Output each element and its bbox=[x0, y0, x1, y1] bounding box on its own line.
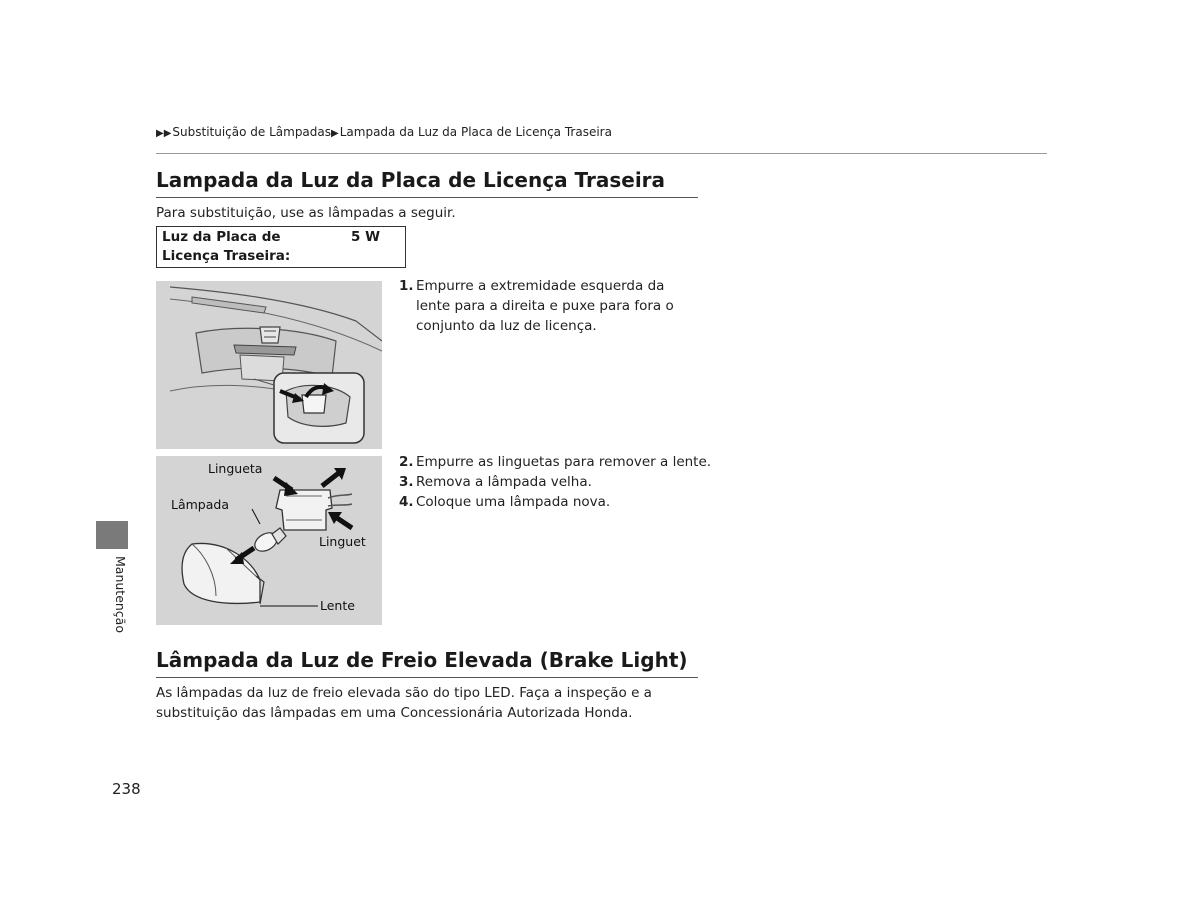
step-number: 3. bbox=[399, 474, 414, 490]
step-text: Remova a lâmpada velha. bbox=[416, 474, 592, 490]
spec-value: 5 W bbox=[351, 229, 380, 245]
step-number: 2. bbox=[399, 454, 414, 470]
step-text: Empurre a extremidade esquerda da lente para a direita e puxe para fora o conjunto da luz de licença. bbox=[416, 278, 674, 334]
step-text: Empurre as linguetas para remover a lente. bbox=[416, 454, 712, 470]
figure-bulb-replacement bbox=[156, 456, 382, 625]
step-number: 4. bbox=[399, 494, 414, 510]
section-intro: Para substituição, use as lâmpadas a seguir. bbox=[156, 205, 456, 221]
step-4 bbox=[399, 492, 719, 512]
section-title-license-light: Lampada da Luz da Placa de Licença Traseira bbox=[156, 168, 666, 192]
page-number: 238 bbox=[112, 780, 141, 798]
bulb-replacement-illustration bbox=[156, 456, 382, 625]
step-1 bbox=[399, 276, 699, 336]
spec-label: Luz da Placa de Licença Traseira: bbox=[162, 229, 291, 264]
figure-license-light-removal bbox=[156, 281, 382, 449]
section-title-underline bbox=[156, 677, 698, 678]
license-light-illustration bbox=[156, 281, 382, 449]
breadcrumb-part-2[interactable]: Lampada da Luz da Placa de Licença Traseira bbox=[339, 125, 612, 139]
header-divider bbox=[156, 153, 1047, 154]
label-lente: Lente bbox=[320, 598, 355, 613]
section-title-underline bbox=[156, 197, 698, 198]
breadcrumb-arrows-icon: ▶▶ bbox=[156, 128, 172, 139]
steps-group-2 bbox=[399, 452, 719, 512]
section-title-brake-light: Lâmpada da Luz de Freio Elevada (Brake Light) bbox=[156, 648, 688, 672]
step-number: 1. bbox=[399, 278, 414, 294]
bulb-spec-table bbox=[156, 226, 406, 268]
breadcrumb-arrow-icon: ▶ bbox=[331, 128, 339, 139]
label-lampada: Lâmpada bbox=[171, 497, 229, 512]
step-3 bbox=[399, 472, 719, 492]
step-text: Coloque uma lâmpada nova. bbox=[416, 494, 611, 510]
breadcrumb-part-1[interactable]: Substituição de Lâmpadas bbox=[172, 125, 332, 139]
chapter-tab[interactable] bbox=[96, 521, 128, 549]
breadcrumb bbox=[156, 125, 612, 139]
steps-group-1 bbox=[399, 276, 699, 336]
label-lingueta-bottom: Linguet bbox=[319, 534, 366, 549]
label-lingueta-top: Lingueta bbox=[208, 461, 263, 476]
chapter-label: Manutenção bbox=[113, 556, 128, 633]
section-body-brake-light: As lâmpadas da luz de freio elevada são do tipo LED. Faça a inspeção e a substituição das lâmpadas em uma Concessionária Autorizada Honda. bbox=[156, 685, 652, 721]
step-2 bbox=[399, 452, 719, 472]
